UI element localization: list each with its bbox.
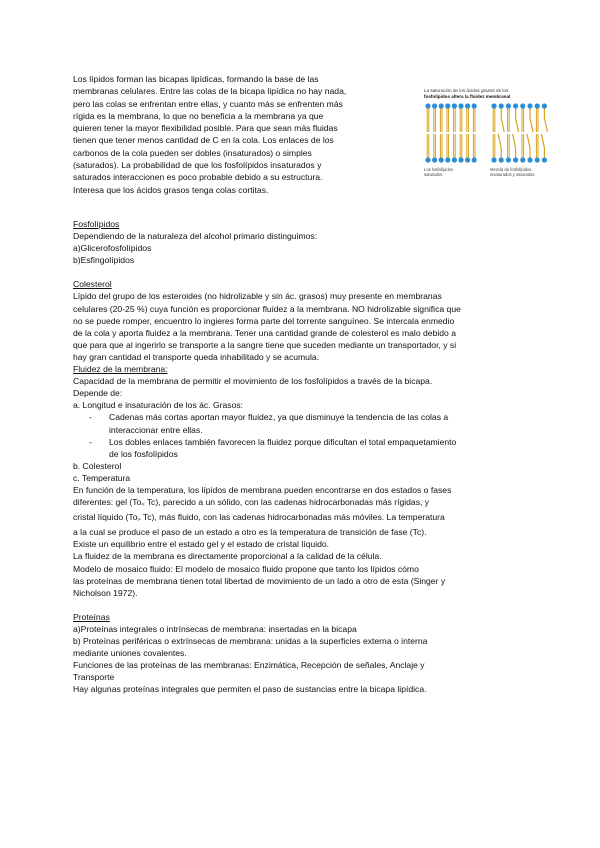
lipid-head [445, 103, 450, 108]
text-span: Tc), parecido a un sólido, con las cadenas hidrocarbonadas más rígidas, y [144, 497, 430, 508]
paragraph-line: La fluidez de la membrana es directamente proporcional a la calidad de la célula. [73, 551, 382, 562]
paragraph-line: Dependiendo de la naturaleza del alcohol primario distinguimos: [73, 231, 318, 242]
intro-line: (saturados). La probabilidad de que los fosfolípidos insaturados y [73, 160, 322, 171]
lipid-head [439, 103, 444, 108]
intro-line: Los lípidos forman las bicapas lipídicas, formando la base de las [73, 74, 319, 84]
figure-caption-line: fosfolípidos altera la fluidez membranal [424, 93, 511, 99]
paragraph-line: a la cual se produce el paso de un estado a otro es la temperatura de transición de fase (Tc). [73, 527, 427, 538]
lipid-head [535, 103, 540, 108]
list-item: a)Glicerofosfolípidos [73, 243, 152, 254]
intro-line: tienen que tener menos cantidad de C en la cola. Los enlaces de los [73, 135, 334, 146]
list-item: b. Colesterol [73, 460, 122, 471]
list-item: a. Longitud e insaturación de los ác. Grasos: [73, 400, 244, 411]
bullet-continuation: interaccionar entre ellas. [109, 424, 203, 435]
subscript: > [137, 517, 141, 524]
lipid-tail [541, 134, 544, 158]
section-heading-proteinas: Proteínas [73, 611, 110, 622]
paragraph-line: En función de la temperatura, los lípidos de membrana pueden encontrarse en dos estados o fases [73, 484, 452, 495]
paragraph-line: las proteínas de membrana tienen total libertad de movimiento de un lado a otro de esta (Singer y [73, 575, 446, 586]
figure-label-line: insaturados y saturados [490, 172, 535, 177]
lipid-head [452, 103, 457, 108]
paragraph-line [73, 496, 533, 511]
intro-paragraph [73, 73, 395, 196]
lipid-head [465, 157, 470, 162]
paragraph-line: hay gran cantidad el transporte queda inhabilitado y se acumula. [73, 351, 320, 362]
list-item: c. Temperatura [73, 472, 131, 483]
intro-line: carbonos de la cola pueden ser dobles (insaturados) o simples [73, 147, 312, 158]
figure-label-line: Los fosfolípidos [424, 167, 454, 172]
paragraph-line: Transporte [73, 672, 115, 683]
lipid-head [520, 157, 525, 162]
bullet-continuation: de los fosfolípidos [109, 448, 178, 459]
lipid-head [445, 157, 450, 162]
paragraph-line: Capacidad de la membrana de permitir el movimiento de los fosfolípidos a través de la bicapa. [73, 376, 433, 387]
section-heading-colesterol: Colesterol [73, 279, 112, 290]
membrane-fluidity-figure [424, 88, 552, 182]
figure-label-line: Mezcla de fosfolípidos [490, 167, 532, 172]
bilayer-illustration [424, 102, 552, 164]
paragraph-line: no se puede romper, encuentro lo ingieres forma parte del torrente sanguíneo. Se intercala enmedio [73, 315, 455, 326]
text-span: Tc), más fluido, con las cadenas hidrocarbonadas más móviles. La temperatura [140, 512, 445, 523]
bullet-text: Cadenas más cortas aportan mayor fluidez, ya que disminuye la tendencia de las colas a [109, 412, 449, 423]
lipid-head [458, 103, 463, 108]
lipid-head [542, 157, 547, 162]
lipid-head [520, 103, 525, 108]
lipid-head [472, 157, 477, 162]
list-item: b)Esfingolípidos [73, 255, 135, 266]
lipid-head [439, 157, 444, 162]
text-span: diferentes: gel (To [73, 497, 142, 508]
paragraph-line: b) Proteínas periféricas o extrínsecas de membrana: unidas a la superficies externa o interna [73, 636, 428, 646]
figure-caption-line: La saturación de los ácidos grasos de los [424, 88, 509, 93]
lipid-head [513, 157, 518, 162]
paragraph-line: Funciones de las proteínas de las membranas: Enzimática, Recepción de señales, Anclaje y [73, 660, 425, 671]
lipid-head [432, 103, 437, 108]
lipid-tail [530, 108, 533, 132]
paragraph-line: Depende de: [73, 388, 123, 399]
lipid-tail [501, 108, 504, 132]
paragraph-line: Hay algunas proteínas integrales que permiten el paso de sustancias entre la bicapa lipídica. [73, 684, 427, 695]
section-heading-fosfolipidos: Fosfolípidos [73, 219, 120, 229]
lipid-tail [527, 134, 530, 158]
lipid-tail [498, 134, 501, 158]
intro-line: saturados interaccionen es poco probable debido a su estructura. [73, 172, 323, 183]
lipid-head [472, 103, 477, 108]
lipid-head [452, 157, 457, 162]
bullet-item: - Cadenas más cortas aportan mayor fluidez, ya que disminuye la tendencia de las colas a [89, 412, 449, 423]
lipid-head [513, 103, 518, 108]
lipid-head [499, 103, 504, 108]
lipid-head [491, 157, 496, 162]
section-heading-fluidez: Fluidez de la membrana: [73, 364, 168, 375]
lipid-head [458, 157, 463, 162]
paragraph-line: celulares (20-25 %) cuya función es proporcionar fluidez a la membrana. NO hidrolizable significa que [73, 303, 461, 314]
lipid-head [506, 103, 511, 108]
lipid-tail [544, 108, 547, 132]
paragraph-line: mediante uniones covalentes. [73, 648, 187, 659]
lipid-head [542, 103, 547, 108]
paragraph-line: Modelo de mosaico fluido: El modelo de mosaico fluido propone que tanto los lípidos cómo [73, 563, 419, 574]
lipid-head [491, 103, 496, 108]
intro-line: pero las colas se enfrentan entre ellas, y cuanto más se enfrenten más [73, 98, 343, 109]
lipid-head [506, 157, 511, 162]
figure-label-saturated [424, 167, 484, 177]
intro-line: quieren tener la mayor flexibilidad posible. Para que sean más fluidas [73, 123, 338, 134]
paragraph-line: de la cola y aporta fluidez a la membrana. Tener una cantidad grande de colesterol es malo debido a [73, 327, 456, 338]
figure-label-mixed [490, 167, 550, 177]
lipid-head [425, 157, 430, 162]
figure-caption [424, 88, 552, 99]
paragraph-line [73, 511, 533, 526]
lipid-head [425, 103, 430, 108]
lipid-head [535, 157, 540, 162]
paragraph-line: Existe un equilibrio entre el estado gel y el estado de cristal líquido. [73, 539, 330, 550]
lipid-head [432, 157, 437, 162]
subscript: < [141, 502, 145, 509]
intro-line: Interesa que los ácidos grasos tenga colas cortitas. [73, 184, 269, 195]
bullet-text: Los dobles enlaces también favorecen la fluidez porque dificultan el total empaquetamiento [109, 436, 457, 447]
intro-line: rígida es la membrana, lo que no beneficia a la membrana ya que [73, 110, 324, 121]
text-span: cristal líquido (To [73, 512, 138, 523]
lipid-head [527, 103, 532, 108]
lipid-tail [516, 108, 519, 132]
intro-line: membranas celulares. Entre las colas de la bicapa lipídica no hay nada, [73, 86, 347, 97]
paragraph-line: a)Proteínas integrales o intrínsecas de membrana: insertadas en la bicapa [73, 623, 357, 634]
main-content [73, 218, 533, 695]
lipid-head [465, 103, 470, 108]
bullet-item: - Los dobles enlaces también favorecen la fluidez porque dificultan el total empaquetamiento [89, 436, 457, 447]
figure-label-line: saturados [424, 172, 443, 177]
paragraph-line: Nicholson 1972). [73, 587, 138, 598]
paragraph-line: que para que al ingerirlo se transporte a la sangre tiene que suceden mediante un transportador, y si [73, 339, 457, 350]
lipid-head [499, 157, 504, 162]
lipid-tail [513, 134, 516, 158]
paragraph-line: Lípido del grupo de los esteroides (no hidrolizable y sin ác. grasos) muy presente en membranas [73, 291, 442, 302]
lipid-head [527, 157, 532, 162]
